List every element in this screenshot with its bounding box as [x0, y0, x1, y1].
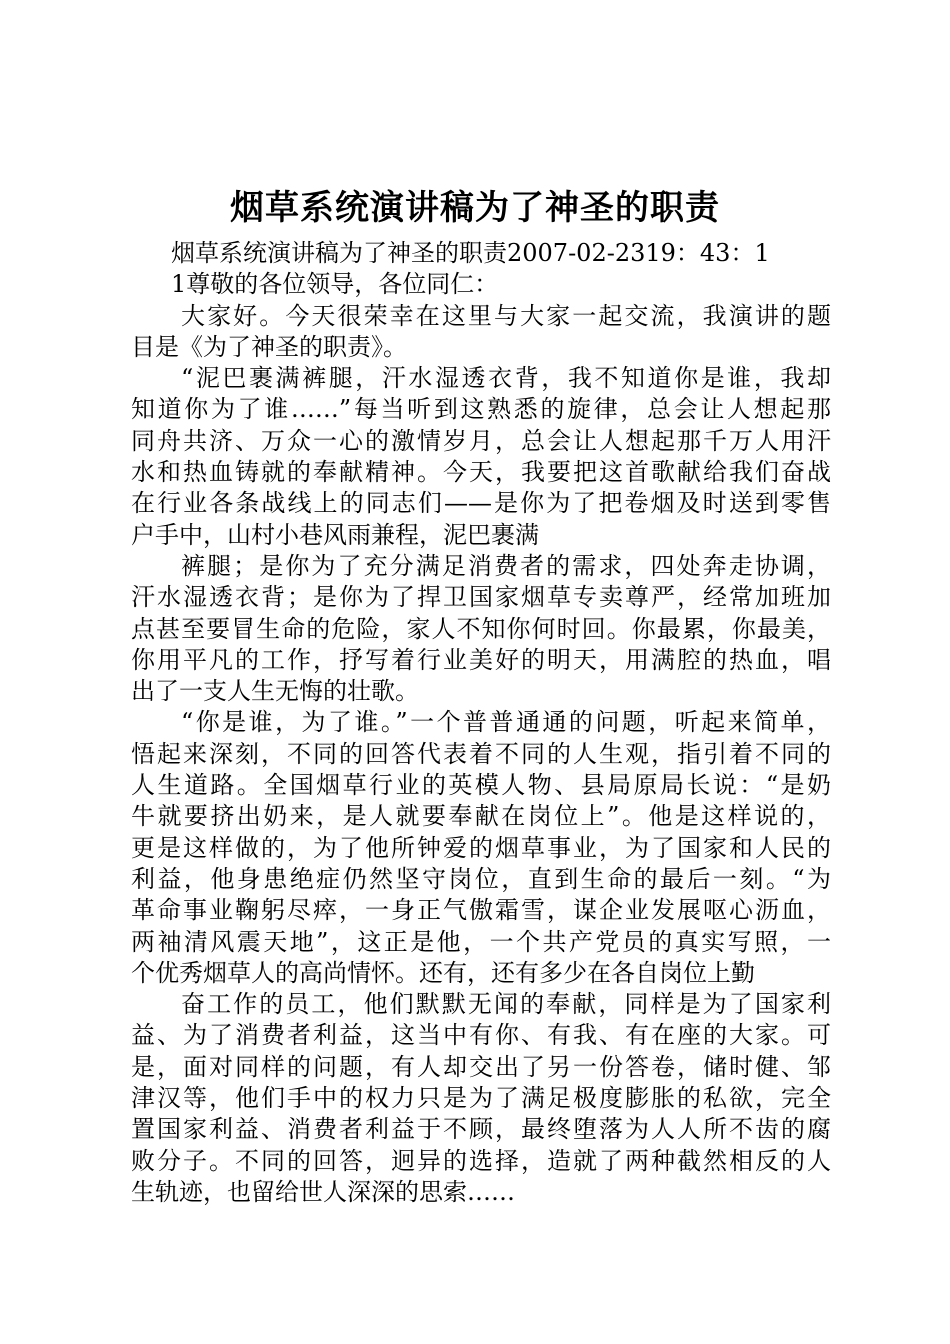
- text-line: 个优秀烟草人的高尚情怀。还有，还有多少在各自岗位上勤: [131, 958, 755, 987]
- text-line: 更是这样做的，为了他所钟爱的烟草事业，为了国家和人民的: [131, 833, 831, 862]
- text-line: 烟草系统演讲稿为了神圣的职责2007-02-2319：43：1: [171, 239, 770, 267]
- text-line: 同舟共济、万众一心的激情岁月，总会让人想起那千万人用汗: [131, 426, 831, 455]
- text-line: 人生道路。全国烟草行业的英模人物、县局原局长说：“是奶: [131, 771, 831, 800]
- text-line: 水和热血铸就的奉献精神。今天，我要把这首歌献给我们奋战: [131, 458, 831, 487]
- text-line: 在行业各条战线上的同志们——是你为了把卷烟及时送到零售: [131, 489, 831, 518]
- document-title: 烟草系统演讲稿为了神圣的职责: [230, 188, 720, 228]
- text-line: 大家好。今天很荣幸在这里与大家一起交流，我演讲的题: [181, 301, 831, 330]
- text-line: 出了一支人生无悔的壮歌。: [131, 677, 419, 706]
- text-line: 户手中，山村小巷风雨兼程，泥巴裹满: [131, 520, 539, 549]
- text-line: 津汉等，他们手中的权力只是为了满足极度膨胀的私欲，完全: [131, 1084, 831, 1113]
- text-line: 革命事业鞠躬尽瘁，一身正气傲霜雪，谋企业发展呕心沥血，: [131, 896, 831, 925]
- text-line: 汗水湿透衣背；是你为了捍卫国家烟草专卖尊严，经常加班加: [131, 583, 831, 612]
- text-line: 你用平凡的工作，抒写着行业美好的明天，用满腔的热血，唱: [131, 645, 831, 674]
- text-line: 利益，他身患绝症仍然坚守岗位，直到生命的最后一刻。“为: [131, 864, 831, 893]
- text-line: 点甚至要冒生命的危险，家人不知你何时回。你最累，你最美，: [131, 614, 831, 643]
- text-line: 是，面对同样的问题，有人却交出了另一份答卷，储时健、邹: [131, 1052, 831, 1081]
- text-line: 悟起来深刻，不同的回答代表着不同的人生观，指引着不同的: [131, 739, 831, 768]
- text-line: 1尊敬的各位领导，各位同仁：: [171, 270, 499, 299]
- text-line: “你是谁，为了谁。”一个普普通通的问题，听起来简单，: [181, 708, 831, 737]
- text-line: 益、为了消费者利益，这当中有你、有我、有在座的大家。可: [131, 1021, 831, 1050]
- text-line: 生轨迹，也留给世人深深的思索……: [131, 1177, 515, 1206]
- text-line: “泥巴裹满裤腿，汗水湿透衣背，我不知道你是谁，我却: [181, 364, 831, 393]
- text-line: 知道你为了谁……”每当听到这熟悉的旋律，总会让人想起那: [131, 395, 831, 424]
- text-line: 奋工作的员工，他们默默无闻的奉献，同样是为了国家利: [181, 990, 831, 1019]
- text-line: 裤腿；是你为了充分满足消费者的需求，四处奔走协调，: [181, 551, 831, 580]
- text-line: 目是《为了神圣的职责》。: [131, 332, 407, 361]
- document-body: [131, 238, 831, 1208]
- text-line: 牛就要挤出奶来，是人就要奉献在岗位上”。他是这样说的，: [131, 802, 831, 831]
- text-line: 败分子。不同的回答，迥异的选择，造就了两种截然相反的人: [131, 1146, 831, 1175]
- text-line: 两袖清风震天地”，这正是他，一个共产党员的真实写照，一: [131, 927, 831, 956]
- text-line: 置国家利益、消费者利益于不顾，最终堕落为人人所不齿的腐: [131, 1115, 831, 1144]
